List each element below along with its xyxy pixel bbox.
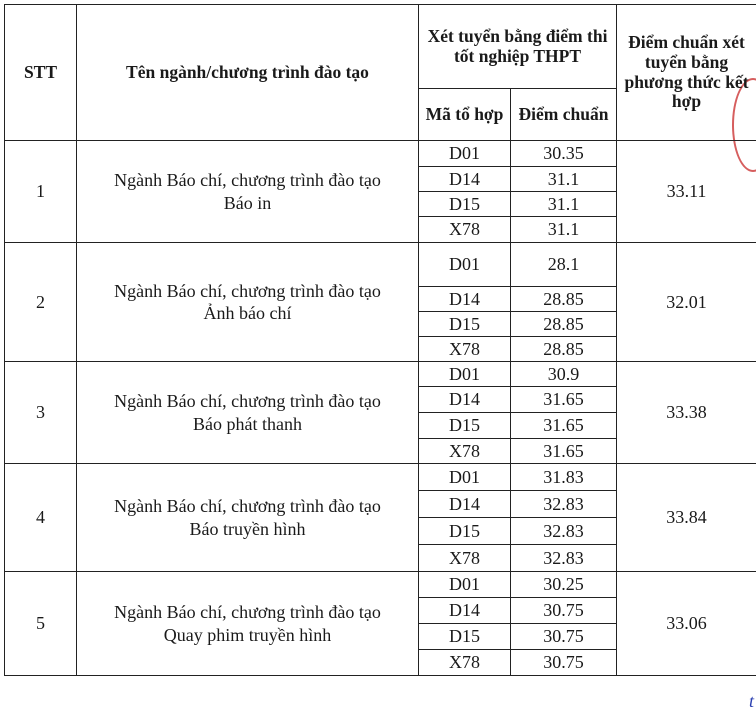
table-row xyxy=(5,572,756,598)
row-stt: 1 xyxy=(5,141,77,243)
program-line-2: Quay phim truyền hình xyxy=(163,624,332,645)
combo-code-cell: X78 xyxy=(419,217,511,243)
admission-score-table xyxy=(4,4,756,676)
program-line-1: Ngành Báo chí, chương trình đào tạo xyxy=(114,170,381,190)
combined-cutoff-cell: 33.11 xyxy=(617,141,756,243)
cutoff-score-cell: 32.83 xyxy=(511,491,617,518)
cutoff-score-cell: 30.25 xyxy=(511,572,617,598)
combo-code-cell: D14 xyxy=(419,287,511,312)
program-line-2: Báo truyền hình xyxy=(189,518,306,539)
program-line-2: Báo phát thanh xyxy=(193,413,302,434)
cutoff-score-cell: 30.75 xyxy=(511,624,617,650)
combo-code-cell: D01 xyxy=(419,243,511,287)
combined-cutoff-cell: 33.06 xyxy=(617,572,756,676)
combined-cutoff-cell: 33.84 xyxy=(617,464,756,572)
header-cutoff: Điểm chuẩn xyxy=(511,89,617,141)
cutoff-score-cell: 31.65 xyxy=(511,387,617,413)
cutoff-score-cell: 28.85 xyxy=(511,312,617,337)
combo-code-cell: X78 xyxy=(419,337,511,362)
combo-code-cell: D15 xyxy=(419,518,511,545)
row-stt: 2 xyxy=(5,243,77,362)
cutoff-score-cell: 31.83 xyxy=(511,464,617,491)
cutoff-score-cell: 31.1 xyxy=(511,192,617,217)
row-program-name xyxy=(77,141,419,243)
row-stt: 4 xyxy=(5,464,77,572)
cutoff-score-cell: 28.85 xyxy=(511,337,617,362)
combined-cutoff-cell: 32.01 xyxy=(617,243,756,362)
program-line-2: Báo in xyxy=(223,192,272,213)
cutoff-score-cell: 28.85 xyxy=(511,287,617,312)
combo-code-cell: X78 xyxy=(419,545,511,572)
cutoff-score-cell: 31.65 xyxy=(511,439,617,464)
combo-code-cell: X78 xyxy=(419,439,511,464)
program-line-1: Ngành Báo chí, chương trình đào tạo xyxy=(114,496,381,516)
cutoff-score-cell: 31.65 xyxy=(511,413,617,439)
combo-code-cell: D01 xyxy=(419,572,511,598)
cutoff-score-cell: 30.9 xyxy=(511,362,617,387)
combined-cutoff-cell: 33.38 xyxy=(617,362,756,464)
combo-code-cell: D01 xyxy=(419,464,511,491)
table-row xyxy=(5,362,756,387)
row-program-name xyxy=(77,362,419,464)
table-row xyxy=(5,243,756,287)
header-combo-code: Mã tổ hợp xyxy=(419,89,511,141)
cutoff-score-cell: 28.1 xyxy=(511,243,617,287)
combo-code-cell: D14 xyxy=(419,598,511,624)
header-stt: STT xyxy=(5,5,77,141)
cutoff-score-cell: 30.75 xyxy=(511,650,617,676)
combo-code-cell: D14 xyxy=(419,387,511,413)
row-program-name xyxy=(77,572,419,676)
cutoff-score-cell: 32.83 xyxy=(511,518,617,545)
combo-code-cell: D14 xyxy=(419,167,511,192)
combo-code-cell: X78 xyxy=(419,650,511,676)
combo-code-cell: D14 xyxy=(419,491,511,518)
program-line-1: Ngành Báo chí, chương trình đào tạo xyxy=(114,391,381,411)
row-program-name xyxy=(77,243,419,362)
combo-code-cell: D15 xyxy=(419,624,511,650)
cutoff-score-cell: 31.1 xyxy=(511,217,617,243)
cutoff-score-cell: 30.75 xyxy=(511,598,617,624)
row-stt: 3 xyxy=(5,362,77,464)
handwritten-mark: t xyxy=(748,691,754,711)
table-row xyxy=(5,141,756,167)
table-body xyxy=(5,141,756,676)
cutoff-score-cell: 30.35 xyxy=(511,141,617,167)
cutoff-score-cell: 31.1 xyxy=(511,167,617,192)
combo-code-cell: D15 xyxy=(419,413,511,439)
row-stt: 5 xyxy=(5,572,77,676)
header-thpt-group: Xét tuyển bằng điểm thi tốt nghiệp THPT xyxy=(419,5,617,89)
program-line-2: Ảnh báo chí xyxy=(203,303,292,323)
header-program: Tên ngành/chương trình đào tạo xyxy=(77,5,419,141)
table-row xyxy=(5,464,756,491)
cutoff-score-cell: 32.83 xyxy=(511,545,617,572)
program-line-1: Ngành Báo chí, chương trình đào tạo xyxy=(114,602,381,622)
combo-code-cell: D15 xyxy=(419,312,511,337)
header-combined-cutoff: Điểm chuẩn xét tuyển bằng phương thức kết hợp xyxy=(617,5,756,141)
program-line-1: Ngành Báo chí, chương trình đào tạo xyxy=(114,280,381,301)
row-program-name xyxy=(77,464,419,572)
combo-code-cell: D15 xyxy=(419,192,511,217)
combo-code-cell: D01 xyxy=(419,141,511,167)
combo-code-cell: D01 xyxy=(419,362,511,387)
